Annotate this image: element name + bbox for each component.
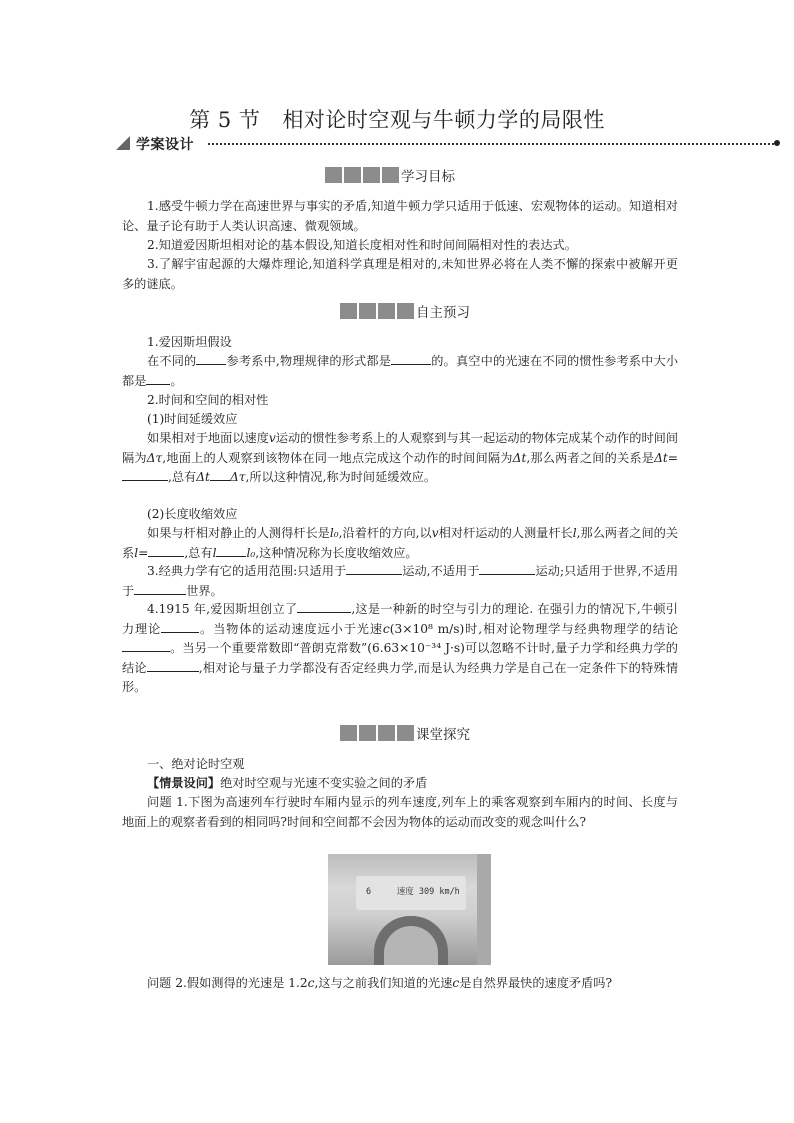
question-2: 问题 2.假如测得的光速是 1.2c,这与之前我们知道的光速c是自然界最快的速度矛盾吗? (147, 976, 613, 990)
preview-heading: 2.时间和空间的相对性 (147, 393, 269, 407)
goal-item: 3.了解宇宙起源的大爆炸理论,知道科学真理是相对的,未知世界必将在人类不懈的探索中被解开更多的谜底。 (122, 257, 678, 291)
page-title (0, 104, 794, 134)
section-number: 第 5 节 (189, 108, 261, 132)
train-speed-photo (328, 854, 491, 965)
section-label: 学习目标 (401, 169, 455, 185)
preview-paragraph: 3.经典力学有它的适用范围:只适用于 运动,不适用于 运动;只适用于世界,不适用于 世界。 (122, 564, 679, 598)
photo-edge (477, 854, 491, 965)
banner-triangle-icon (116, 136, 130, 150)
section-title: 相对论时空观与牛顿力学的局限性 (282, 108, 605, 132)
preview-heading: 1.爱因斯坦假设 (147, 335, 232, 349)
preview-subheading: (2)长度收缩效应 (147, 507, 238, 521)
section-header-explore (0, 724, 794, 742)
section-blocks-icon (340, 303, 414, 319)
question-1: 问题 1.下图为高速列车行驶时车厢内显示的列车速度,列车上的乘客观察到车厢内的时间、长度与地面上的观察者看到的相同吗?时间和空间都不会因为物体的运动而改变的观念叫什么? (122, 795, 678, 829)
preview-paragraph: 如果相对于地面以速度v运动的惯性参考系上的人观察到与其一起运动的物体完成某个动作的时间间隔为Δτ,地面上的人观察到该物体在同一地点完成这个动作的时间间隔为Δt,那么两者之间的关系是Δt=,总有Δt Δτ,所以这种情况,称为时间延缓效应。 (122, 431, 679, 484)
section-label: 课堂探究 (416, 727, 470, 743)
scene-question: 【情景设问】绝对时空观与光速不变实验之间的矛盾 (147, 776, 428, 790)
goal-item: 2.知道爱因斯坦相对论的基本假设,知道长度相对性和时间间隔相对性的表达式。 (147, 238, 577, 252)
banner-end-dot-icon (774, 140, 780, 146)
preview-paragraph: 在不同的 参考系中,物理规律的形式都是 的。真空中的光速在不同的惯性参考系中大小都是 。 (122, 354, 679, 388)
study-design-banner (116, 134, 780, 154)
preview-paragraph: 4.1915 年,爱因斯坦创立了 ,这是一种新的时空与引力的理论. 在强引力的情况下,牛顿引力理论 。当物体的运动速度远小于光速c(3×10⁸ m/s)时,相对论物理学与经典物理学的结论。当另一个重要常数即“普朗克常数”(6.63×10⁻³⁴ J·s)可以忽略不计时,量子力学和经典力学的结论 ,相对论与量子力学都没有否定经典力学,而是认为经典力学是自己在一定条件下的特殊情形。 (122, 602, 679, 694)
section-blocks-icon (325, 167, 399, 183)
section-header-preview (0, 302, 794, 320)
section-label: 自主预习 (416, 305, 470, 321)
preview-subheading: (1)时间延缓效应 (147, 412, 238, 426)
preview-paragraph: 如果与杆相对静止的人测得杆长是l₀,沿着杆的方向,以v相对杆运动的人测量杆长l,那么两者之间的关系l= ,总有l l₀,这种情况称为长度收缩效应。 (122, 526, 679, 560)
section-header-goals (0, 166, 794, 184)
banner-dotted-line (208, 143, 774, 145)
section-blocks-icon (340, 725, 414, 741)
banner-label: 学案设计 (136, 137, 194, 153)
explore-heading: 一、绝对论时空观 (147, 757, 245, 771)
goal-item: 1.感受牛顿力学在高速世界与事实的矛盾,知道牛顿力学只适用于低速、宏观物体的运动。知道相对论、量子论有助于人类认识高速、微观领域。 (122, 199, 678, 233)
speed-display-text: 6 速度 309 km/h (366, 887, 460, 897)
